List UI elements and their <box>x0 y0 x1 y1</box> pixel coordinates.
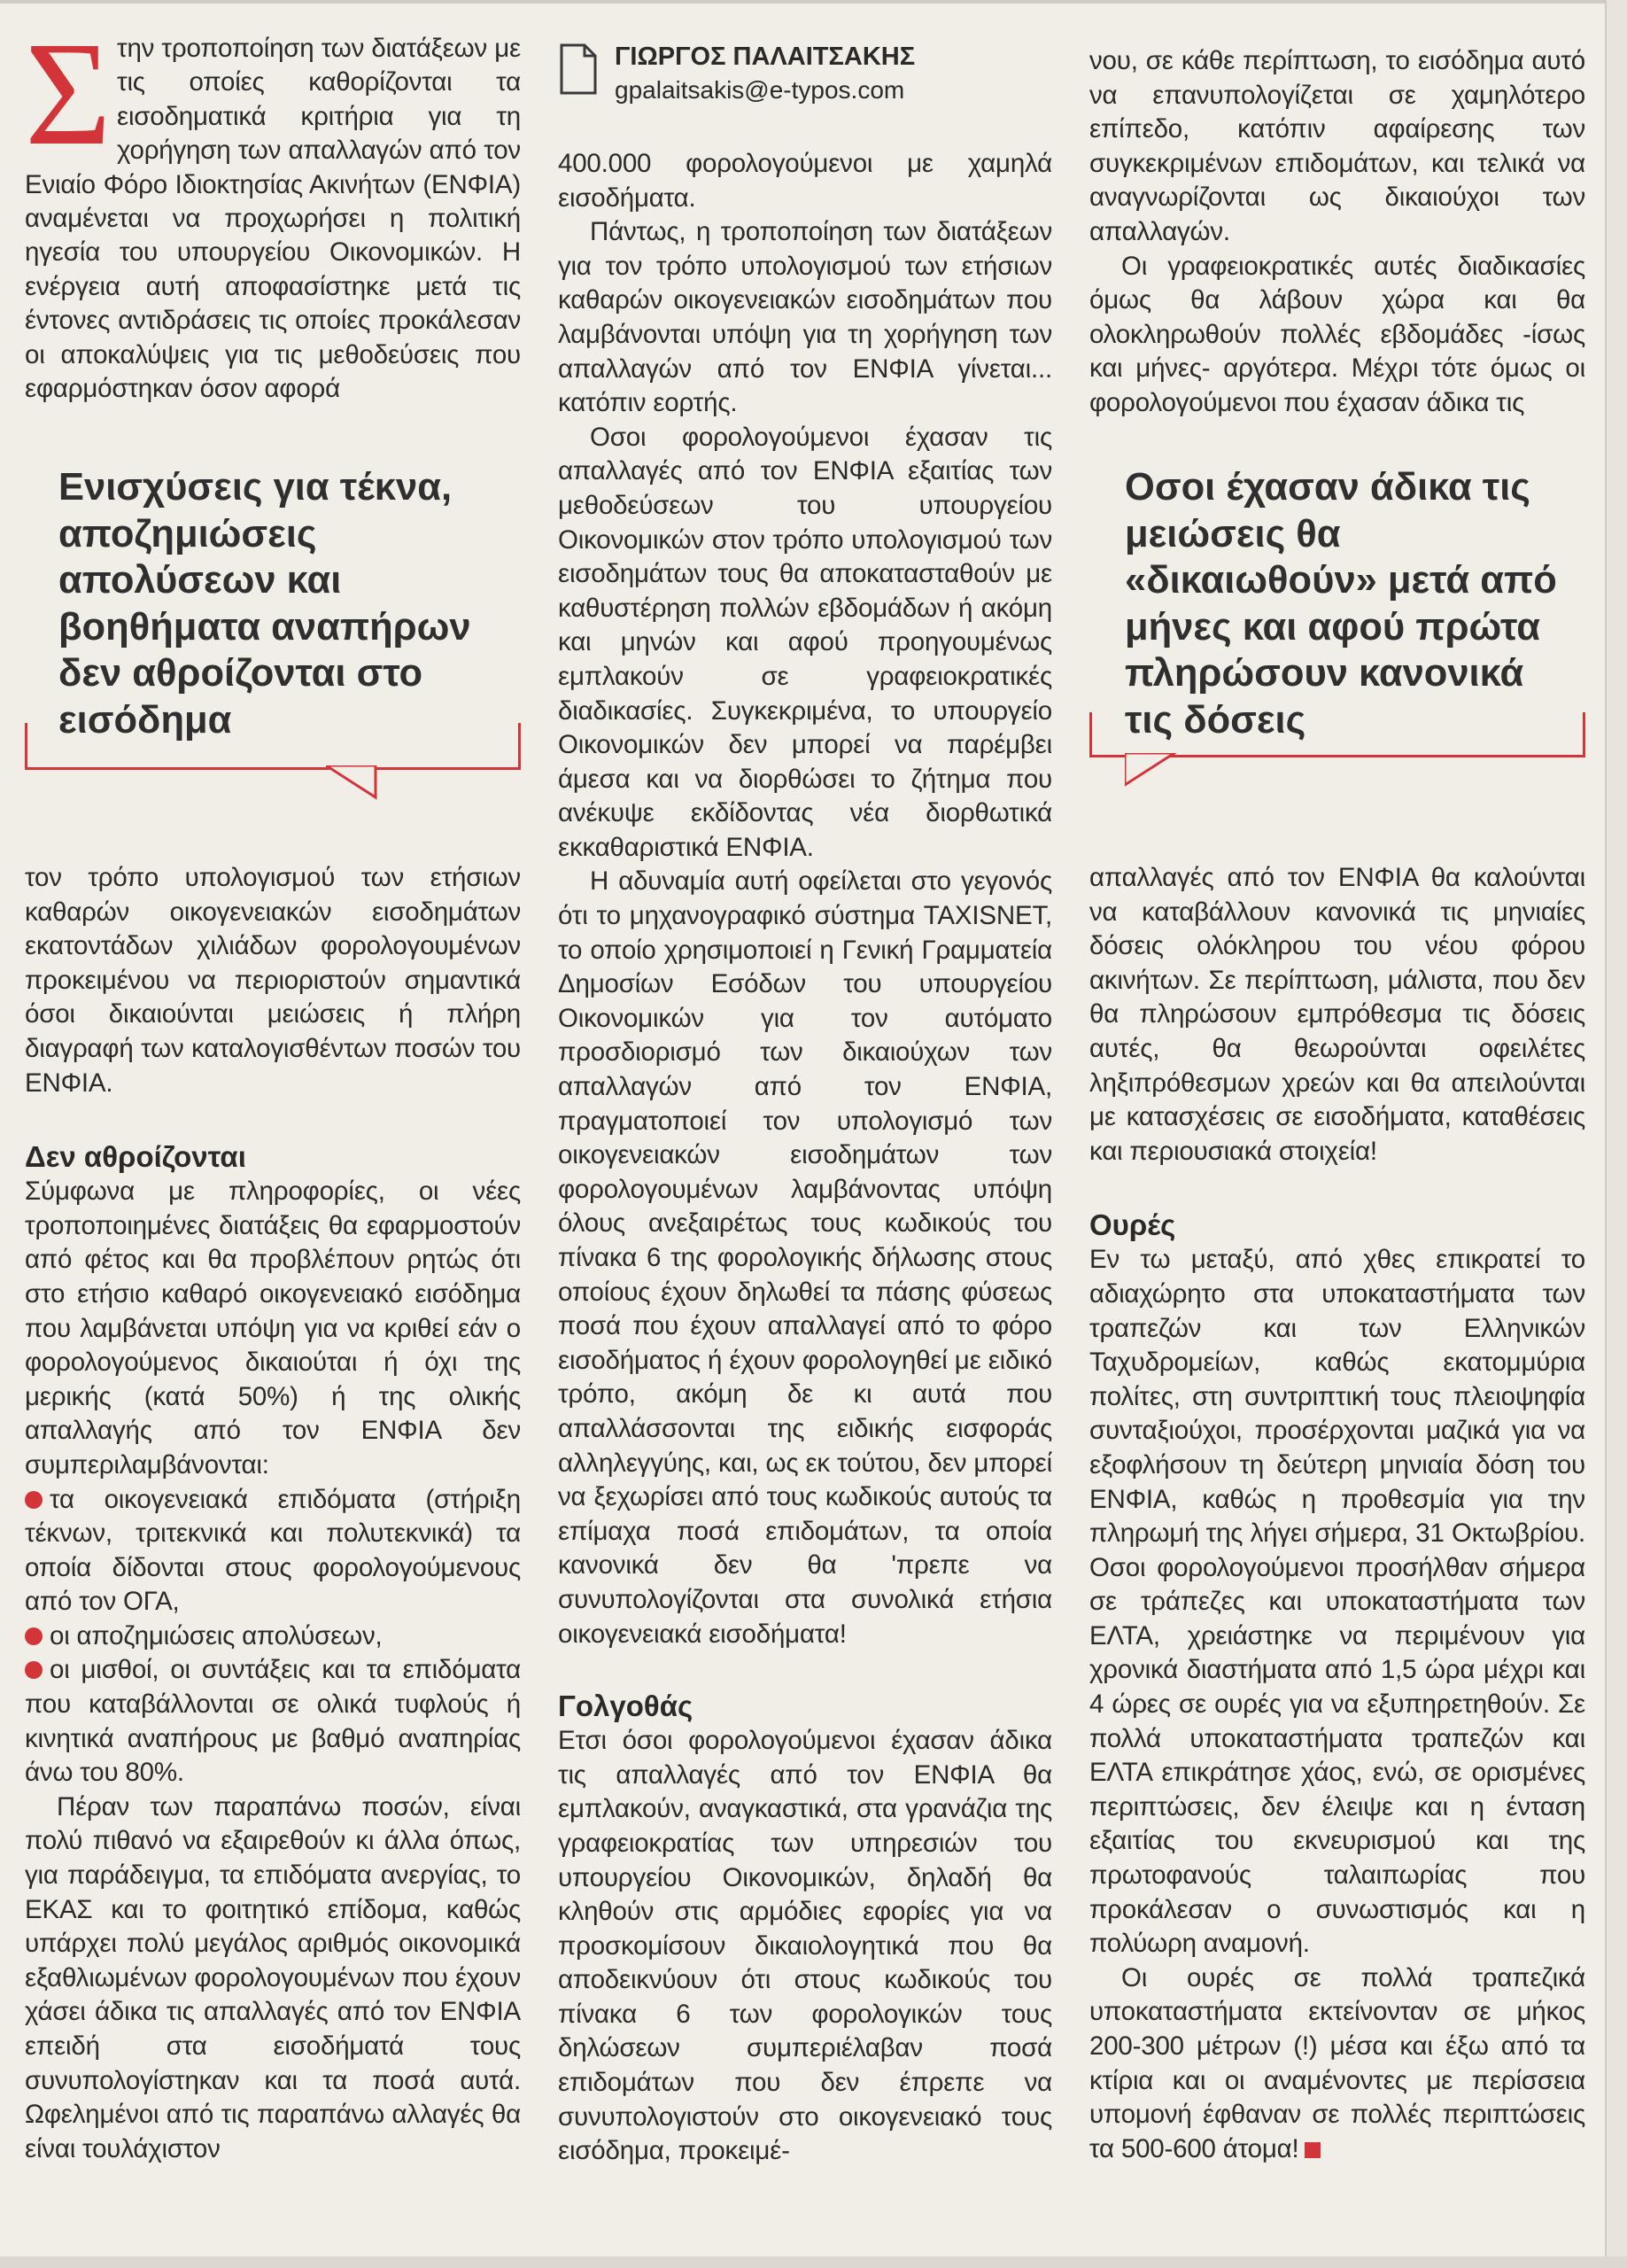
pullquote-2-pointer <box>1125 753 1178 788</box>
col3-paragraph-1: νου, σε κάθε περίπτωση, το εισόδημα αυτό να επανυπολογίζεται σε χαμηλότερο επίπεδο, κατόπιν αφαίρεσης των συγκεκριμένων επιδομάτων, και τελικά να αναγνωρίζονται ως δικαιούχοι των απαλλαγών. <box>1089 46 1585 246</box>
document-icon <box>558 43 599 96</box>
col2-paragraph-5: Ετσι όσοι φορολογούμενοι έχασαν άδικα τις απαλλαγές από τον ΕΝΦΙΑ θα εμπλακούν, αναγκαστικά, στα γρανάζια της γραφειοκρατίας των υπηρεσιών του υπουργείου Οικονομικών, δηλαδή θα κληθούν στις αρμόδιες εφορίες για να προσκομίσουν δικαιολογητικά που θα αποδεικνύουν ότι στους κωδικούς του πίνακα 6 των φορολογικών τους δηλώσεων συμπεριέλαβαν ποσά επιδομάτων που δεν έπρεπε να συνυπολογιστούν στο οικογενειακό τους εισόδημα, προκειμέ- <box>558 1726 1052 2166</box>
col3-paragraph-3: απαλλαγές από τον ΕΝΦΙΑ θα καλούνται να καταβάλλουν κανονικά τις μηνιαίες δόσεις ολόκληρου του νέου φόρου ακινήτων. Σε περίπτωση, μάλιστα, που δεν θα πληρώσουν εμπρόθεσμα τις δόσεις αυτές, θα θεωρούνται οφειλέτες ληξιπρόθεσμων χρεών και θα απειλούνται με κατασχέσεις σε εισοδήματα, καταθέσεις και περιουσιακά στοιχεία! <box>1089 863 1585 1166</box>
col3-paragraph-2: Οι γραφειοκρατικές αυτές διαδικασίες όμως θα λάβουν χώρα και θα ολοκληρωθούν πολλές εβδομάδες -ίσως και μήνες- αργότερα. Μέχρι τότε όμως οι φορολογούμενοι που έχασαν άδικα τις <box>1089 251 1585 417</box>
byline <box>558 30 1054 110</box>
pullquote-2 <box>1089 457 1585 757</box>
col2-paragraph-1: 400.000 φορολογούμενοι με χαμηλά εισοδήματα. <box>558 149 1052 213</box>
bullet-dot <box>25 1627 43 1645</box>
col2-paragraph-2: Πάντως, η τροποποίηση των διατάξεων για τον τρόπο υπολογισμού των ετήσιων καθαρών οικογενειακών εισοδημάτων που λαμβάνονται υπόψη για τη χορήγηση των απαλλαγών από τον ΕΝΦΙΑ γίνεται... κατόπιν εορτής. <box>558 217 1052 418</box>
pullquote-1 <box>25 457 521 770</box>
intro-paragraph: Στην τροποποίηση των διατάξεων με τις οποίες καθορίζονται τα εισοδηματικά κριτήρια για τη χορήγηση των απαλλαγών από τον Ενιαίο Φόρο Ιδιοκτησίας Ακινήτων (ΕΝΦΙΑ) αναμένεται να προχωρήσει η πολιτική ηγεσία του υπουργείου Οικονομικών. Η ενέργεια αυτή αποφασίστηκε μετά τις έντονες αντιδράσεις τις οποίες προκάλεσαν οι αποκαλύψεις για τις μεθοδεύσεις που εφαρμόστηκαν όσον αφορά <box>25 12 521 404</box>
bullet-dot <box>25 1491 43 1509</box>
drop-cap: Σ <box>25 12 112 176</box>
end-of-article-mark <box>1305 2142 1321 2158</box>
bullet-item-3: οι μισθοί, οι συντάξεις και τα επιδόματα που καταβάλλονται σε ολικά τυφλούς ή κινητικά αναπήρους με βαθμό αναπηρίας άνω του 80%. <box>25 1655 521 1788</box>
subheading-den-athroizontai: Δεν αθροίζονται <box>25 1140 246 1174</box>
pullquote-2-text: Οσοι έχασαν άδικα τις μειώσεις θα «δικαιωθούν» μετά από μήνες και αφού πρώτα πληρώσουν κανονικά τις δόσεις <box>1125 466 1557 742</box>
bullet-dot <box>25 1661 43 1679</box>
col3-paragraph-5: Οι ουρές σε πολλά τραπεζικά υποκαταστήματα εκτείνονταν σε μήκος 200-300 μέτρων (!) μέσα και έξω από τα κτίρια και οι αναμένοντες με περίσσεια υπομονή έφθαναν σε πολλές περιπτώσεις τα 500-600 άτομα! <box>1089 1962 1585 2163</box>
pullquote-1-text: Ενισχύσεις για τέκνα, αποζημιώσεις απολύσεων και βοηθήματα αναπήρων δεν αθροίζονται στο εισόδημα <box>58 466 471 742</box>
bullet-item-2: οι αποζημιώσεις απολύσεων, <box>25 1619 521 1654</box>
author-email[interactable]: gpalaitsakis@e-typos.com <box>615 76 905 104</box>
bottom-page-edge <box>0 2256 1627 2268</box>
top-page-edge <box>0 0 1627 4</box>
pullquote-1-pointer <box>326 765 379 801</box>
subheading-oures: Ουρές <box>1089 1208 1176 1242</box>
adjacent-page-strip <box>1605 0 1627 2268</box>
col1-paragraph-3: Σύμφωνα με πληροφορίες, οι νέες τροποποιημένες διατάξεις θα εφαρμοστούν από φέτος και θα προβλέπουν ρητώς ότι στο ετήσιο καθαρό οικογενειακό εισόδημα που λαμβάνεται υπόψη για να κριθεί εάν ο φορολογούμενος δικαιούται ή όχι της μερικής (κατά 50%) ή της ολικής απαλλαγής από τον ΕΝΦΙΑ δεν συμπεριλαμβάνονται: <box>25 1177 521 1480</box>
col3-paragraph-4: Εν τω μεταξύ, από χθες επικρατεί το αδιαχώρητο στα υποκαταστήματα των τραπεζών και των Ελληνικών Ταχυδρομείων, καθώς εκατομμύρια πολίτες, στη συντριπτική τους πλειοψηφία συνταξιούχοι, προσέρχονται μαζικά για να εξοφλήσουν τη δεύτερη μηνιαία δόση του ΕΝΦΙΑ, καθώς η προθεσμία για την πληρωμή της λήγει σήμερα, 31 Οκτωβρίου. Οσοι φορολογούμενοι προσήλθαν σήμερα σε τράπεζες και υποκαταστήματα των ΕΛΤΑ, χρειάστηκε να περιμένουν για χρονικά διαστήματα από 1,5 ώρα μέχρι και 4 ώρες σε ουρές για να εξυπηρετηθούν. Σε πολλά υποκαταστήματα τραπεζών και ΕΛΤΑ επικράτησε χάος, ενώ, σε ορισμένες περιπτώσεις, δεν έλειψε και η ένταση εξαιτίας του εκνευρισμού και της πρωτοφανούς ταλαιπωρίας που προκάλεσαν ο συνωστισμός και η πολύωρη αναμονή. <box>1089 1245 1585 1959</box>
col2-paragraph-4: Η αδυναμία αυτή οφείλεται στο γεγονός ότι το μηχανογραφικό σύστημα TAXISNET, το οποίο χρησιμοποιεί η Γενική Γραμματεία Δημοσίων Εσόδων του υπουργείου Οικονομικών για τον αυτόματο προσδιορισμό των δικαιούχων των απαλλαγών από τον ΕΝΦΙΑ, πραγματοποιεί τον υπολογισμό των οικογενειακών εισοδημάτων των φορολογουμένων λαμβάνοντας υπόψη όλους ανεξαιρέτως τους κωδικούς του πίνακα 6 της φορολογικής δήλωσης στους οποίους έχουν δηλωθεί τα πάσης φύσεως ποσά που έχουν απαλλαγεί από το φόρο εισοδήματος ή έχουν φορολογηθεί με ειδικό τρόπο, ακόμη δε κι αυτά που απαλλάσσονται της ειδικής εισφοράς αλληλεγγύης, και, ως εκ τούτου, δεν μπορεί να ξεχωρίσει από τους κωδικούς αυτούς τα επίμαχα ποσά επιδομάτων, τα οποία κανονικά δεν θα 'πρεπε να συνυπολογίζονται στα συνολικά ετήσια οικογενειακά εισοδήματα! <box>558 866 1052 1649</box>
col1-paragraph-2: τον τρόπο υπολογισμού των ετήσιων καθαρών οικογενειακών εισοδημάτων εκατοντάδων χιλιάδων φορολογουμένων προκειμένου να περιοριστούν σημαντικά όσοι δικαιούνται μειώσεις ή πλήρη διαγραφή των καταλογισθέντων ποσών του ΕΝΦΙΑ. <box>25 863 521 1098</box>
subheading-golgothas: Γολγοθάς <box>558 1689 693 1723</box>
col2-paragraph-3: Οσοι φορολογούμενοι έχασαν τις απαλλαγές από τον ΕΝΦΙΑ εξαιτίας των μεθοδεύσεων του υπουργείου Οικονομικών στον τρόπο υπολογισμού των εισοδημάτων τους θα αποκατασταθούν με καθυστέρηση πολλών εβδομάδων ή ακόμη και μηνών και αφού προηγουμένως εμπλακούν σε γραφειοκρατικές διαδικασίες. Συγκεκριμένα, το υπουργείο Οικονομικών δεν μπορεί να παρέμβει άμεσα και να διορθώσει το ζήτημα που ανέκυψε εκδίδοντας νέα διορθωτικά εκκαθαριστικά ΕΝΦΙΑ. <box>558 422 1052 862</box>
author-name: ΓΙΩΡΓΟΣ ΠΑΛΑΙΤΣΑΚΗΣ <box>615 43 916 71</box>
col1-paragraph-4: Πέραν των παραπάνω ποσών, είναι πολύ πιθανό να εξαιρεθούν κι άλλα όπως, για παράδειγμα, τα επιδόματα ανεργίας, το ΕΚΑΣ και το φοιτητικό επίδομα, καθώς υπάρχει πολύ μεγάλος αριθμός οικονομικά εξαθλιωμένων φορολογουμένων που έχουν χάσει άδικα τις απαλλαγές από τον ΕΝΦΙΑ επειδή στα εισοδήματά τους συνυπολογίστηκαν και τα ποσά αυτά. Ωφελημένοι από τις παραπάνω αλλαγές θα είναι τουλάχιστον <box>25 1791 521 2163</box>
bullet-item-1: τα οικογενειακά επιδόματα (στήριξη τέκνων, τριτεκνικά και πολυτεκνικά) τα οποία δίδονται στους φορολογούμενους από τον ΟΓΑ, <box>25 1484 521 1617</box>
